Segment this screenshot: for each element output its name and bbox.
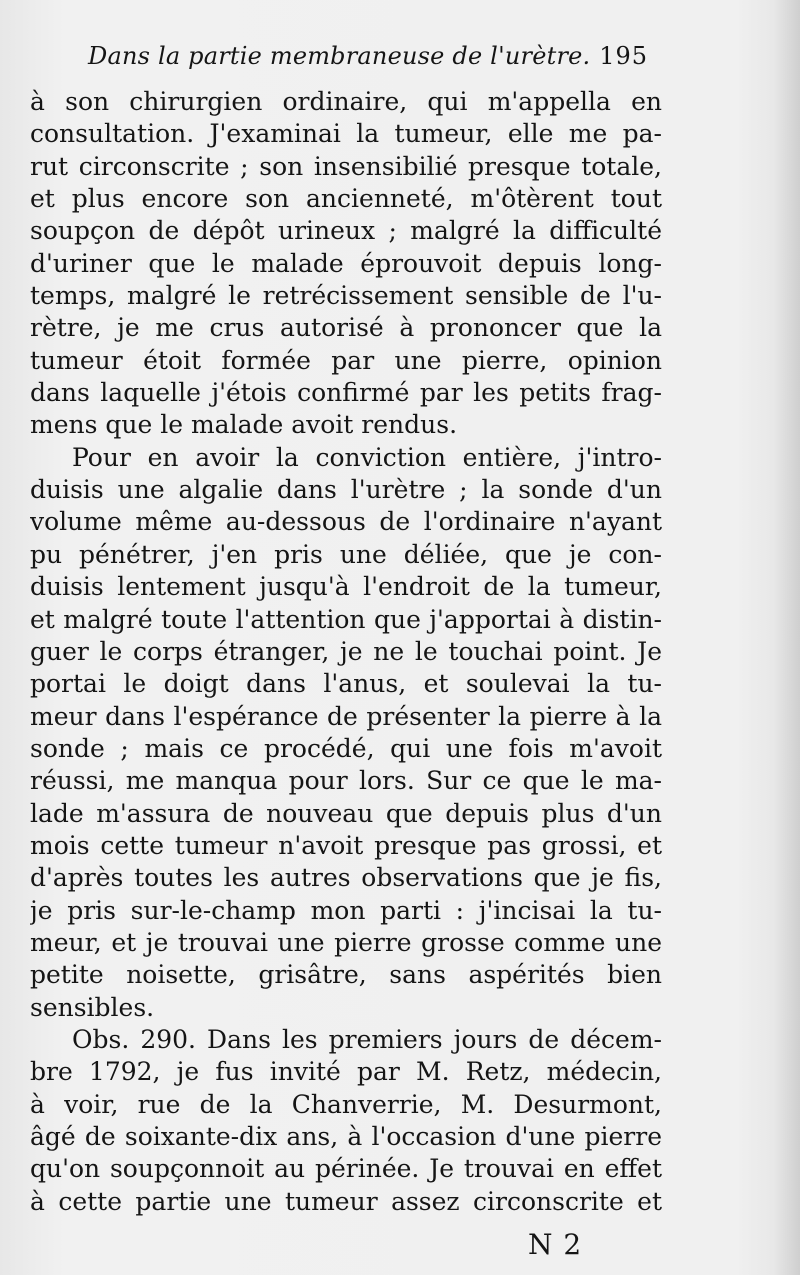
page-number: 195 [599, 42, 648, 70]
text-line: petite noisette, grisâtre, sans aspérités bien [30, 960, 662, 990]
text-line: dans laquelle j'étois confirmé par les petits frag- [30, 378, 662, 408]
text-line: sonde ; mais ce procédé, qui une fois m'avoit [30, 733, 662, 763]
text-line: mois cette tumeur n'avoit presque pas grossi, et [30, 830, 662, 860]
body-text [30, 86, 662, 1218]
paragraph-start-line: Pour en avoir la conviction entière, j'intro- [72, 442, 662, 472]
text-line: pu pénétrer, j'en pris une déliée, que je con- [30, 539, 662, 569]
text-line: je pris sur-le-champ mon parti : j'incisai la tu- [30, 895, 662, 925]
observation-start-line: Obs. 290. Dans les premiers jours de décem- [72, 1024, 662, 1054]
text-line: réussi, me manqua pour lors. Sur ce que le ma- [30, 766, 662, 796]
text-line: volume même au-dessous de l'ordinaire n'ayant [30, 507, 662, 537]
text-line: et malgré toute l'attention que j'apportai à distin- [30, 604, 662, 634]
page-gutter-shadow [774, 0, 800, 1275]
text-line: à voir, rue de la Chanverrie, M. Desurmont, [30, 1089, 662, 1119]
text-line: qu'on soupçonnoit au périnée. Je trouvai en effet [30, 1154, 662, 1184]
text-line: tumeur étoit formée par une pierre, opinion [30, 345, 662, 375]
text-line: portai le doigt dans l'anus, et soulevai la tu- [30, 669, 662, 699]
text-line: à cette partie une tumeur assez circonscrite et [30, 1186, 662, 1216]
text-line: rètre, je me crus autorisé à prononcer que la [30, 313, 662, 343]
text-line: consultation. J'examinai la tumeur, elle me pa- [30, 119, 662, 149]
text-line: duisis une algalie dans l'urètre ; la sonde d'un [30, 475, 662, 505]
text-line: âgé de soixante-dix ans, à l'occasion d'une pierre [30, 1122, 662, 1151]
text-line: mens que le malade avoit rendus. [30, 410, 458, 440]
text-line: bre 1792, je fus invité par M. Retz, médecin, [30, 1057, 662, 1087]
page-header [88, 42, 668, 82]
text-line: d'après toutes les autres observations que je fis, [30, 863, 662, 893]
text-line: meur dans l'espérance de présenter la pierre à la [30, 701, 662, 731]
text-line: sensibles. [30, 992, 155, 1022]
text-line: soupçon de dépôt urineux ; malgré la difficulté [30, 216, 662, 246]
signature-mark: N 2 [528, 1228, 583, 1261]
text-line: lade m'assura de nouveau que depuis plus d'un [30, 798, 662, 828]
running-title: Dans la partie membraneuse de l'urètre. [88, 42, 591, 70]
text-line: meur, et je trouvai une pierre grosse comme une [30, 927, 662, 957]
text-line: duisis lentement jusqu'à l'endroit de la tumeur, [30, 572, 662, 602]
text-line: à son chirurgien ordinaire, qui m'appella en [30, 87, 662, 116]
text-line: et plus encore son ancienneté, m'ôtèrent tout [30, 184, 662, 214]
text-line: d'uriner que le malade éprouvoit depuis long- [30, 248, 662, 278]
text-line: temps, malgré le retrécissement sensible de l'u- [30, 281, 662, 311]
text-line: rut circonscrite ; son insensibilié presque totale, [30, 151, 662, 181]
text-line: guer le corps étranger, je ne le touchai point. Je [30, 636, 662, 666]
